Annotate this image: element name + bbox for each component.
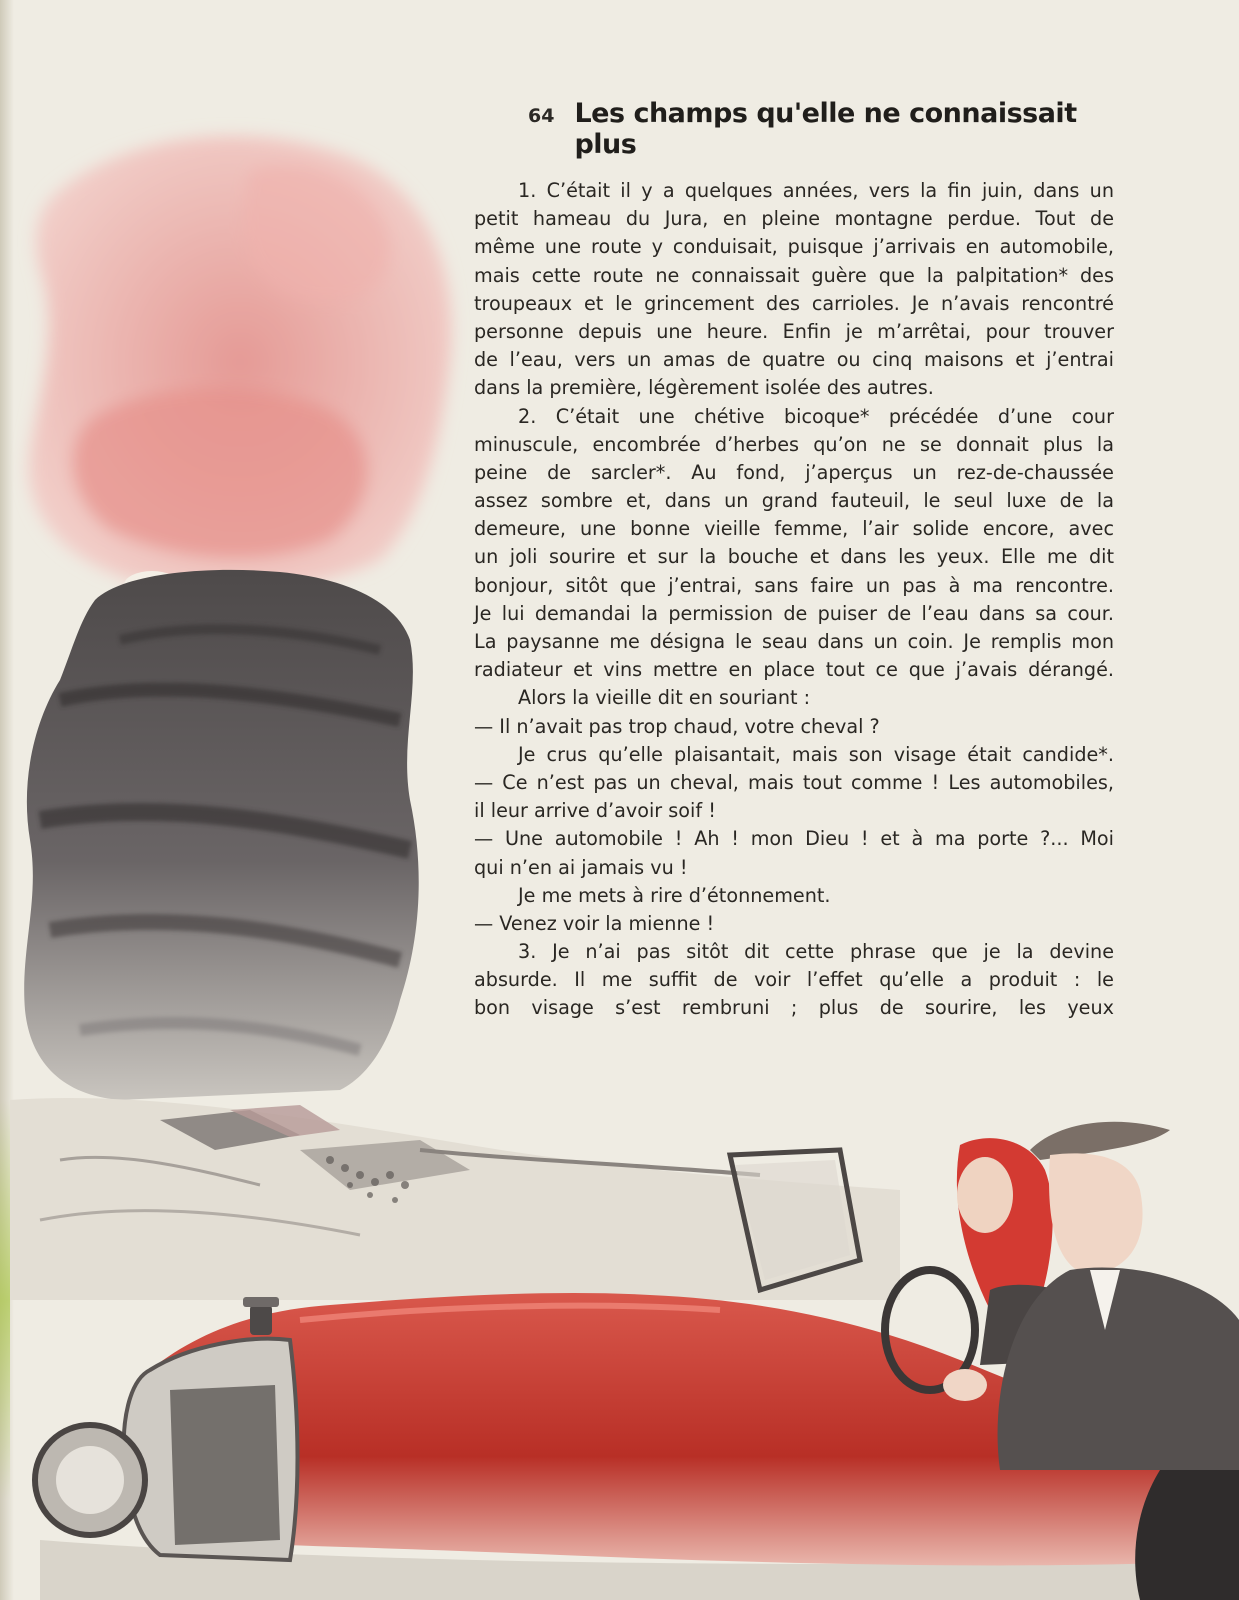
text-line: bon visage s’est rembruni ; plus de sourire, les yeux (474, 996, 1114, 1020)
mountain-rock (24, 570, 419, 1100)
text-line: troupeaux et le grincement des carrioles. Je n’avais rencontré (474, 291, 1114, 315)
text-line: personne depuis une heure. Enfin je m’arrêtai, pour trouver (474, 319, 1114, 343)
text-line: bonjour, sitôt que j’entrai, sans faire un pas à ma rencontre. (474, 573, 1114, 597)
text-line: il leur arrive d’avoir soif ! (474, 799, 716, 823)
text-line: La paysanne me désigna le seau dans un coin. Je remplis mon (474, 630, 1114, 653)
page-title: Les champs qu'elle ne connaissait plus (574, 98, 1077, 160)
text-line: minuscule, encombrée d’herbes qu’on ne se donnait plus la (474, 432, 1114, 456)
body-text (474, 177, 1114, 1023)
text-line: — Une automobile ! Ah ! mon Dieu ! et à ma porte ?... Moi (474, 827, 1114, 851)
page-header (528, 98, 1118, 160)
text-line: — Il n’avait pas trop chaud, votre cheval ? (474, 714, 880, 738)
text-line: Je lui demandai la permission de puiser de l’eau dans sa cour. (474, 601, 1114, 625)
text-line: qui n’en ai jamais vu ! (474, 855, 688, 879)
text-line: 1. C’était il y a quelques années, vers la fin juin, dans un (518, 179, 1114, 202)
text-line: Je me mets à rire d’étonnement. (518, 883, 831, 907)
text-line: peine de sarcler*. Au fond, j’aperçus un rez-de-chaussée (474, 460, 1114, 484)
text-line: de l’eau, vers un amas de quatre ou cinq maisons et j’entrai (474, 348, 1114, 372)
text-line: Alors la vieille dit en souriant : (518, 686, 811, 710)
text-line: mais cette route ne connaissait guère que la palpitation* des (474, 263, 1114, 287)
text-line: radiateur et vins mettre en place tout ce que j’avais dérangé. (474, 658, 1114, 682)
text-line: 3. Je n’ai pas sitôt dit cette phrase que je la devine (518, 940, 1114, 964)
text-line: absurde. Il me suffit de voir l’effet qu’elle a produit : le (474, 968, 1114, 992)
text-line: — Venez voir la mienne ! (474, 911, 715, 935)
text-line: Je crus qu’elle plaisantait, mais son visage était candide*. (518, 742, 1114, 766)
text-line: demeure, une bonne vieille femme, l’air solide encore, avec (474, 517, 1114, 541)
page-number: 64 (528, 105, 555, 127)
sky-wash (29, 136, 452, 589)
text-line: assez sombre et, dans un grand fauteuil, le seul luxe de la (474, 489, 1114, 513)
text-line: — Ce n’est pas un cheval, mais tout comme ! Les automobiles, (474, 770, 1114, 794)
text-line: un joli sourire et sur la bouche et dans les yeux. Elle me dit (474, 545, 1114, 569)
text-line: 2. C’était une chétive bicoque* précédée d’une cour (518, 404, 1114, 428)
text-line: petit hameau du Jura, en pleine montagne perdue. Tout de (474, 207, 1114, 231)
text-line: dans la première, légèrement isolée des autres. (474, 376, 934, 400)
text-line: même une route y conduisait, puisque j’arrivais en automobile, (474, 235, 1114, 259)
